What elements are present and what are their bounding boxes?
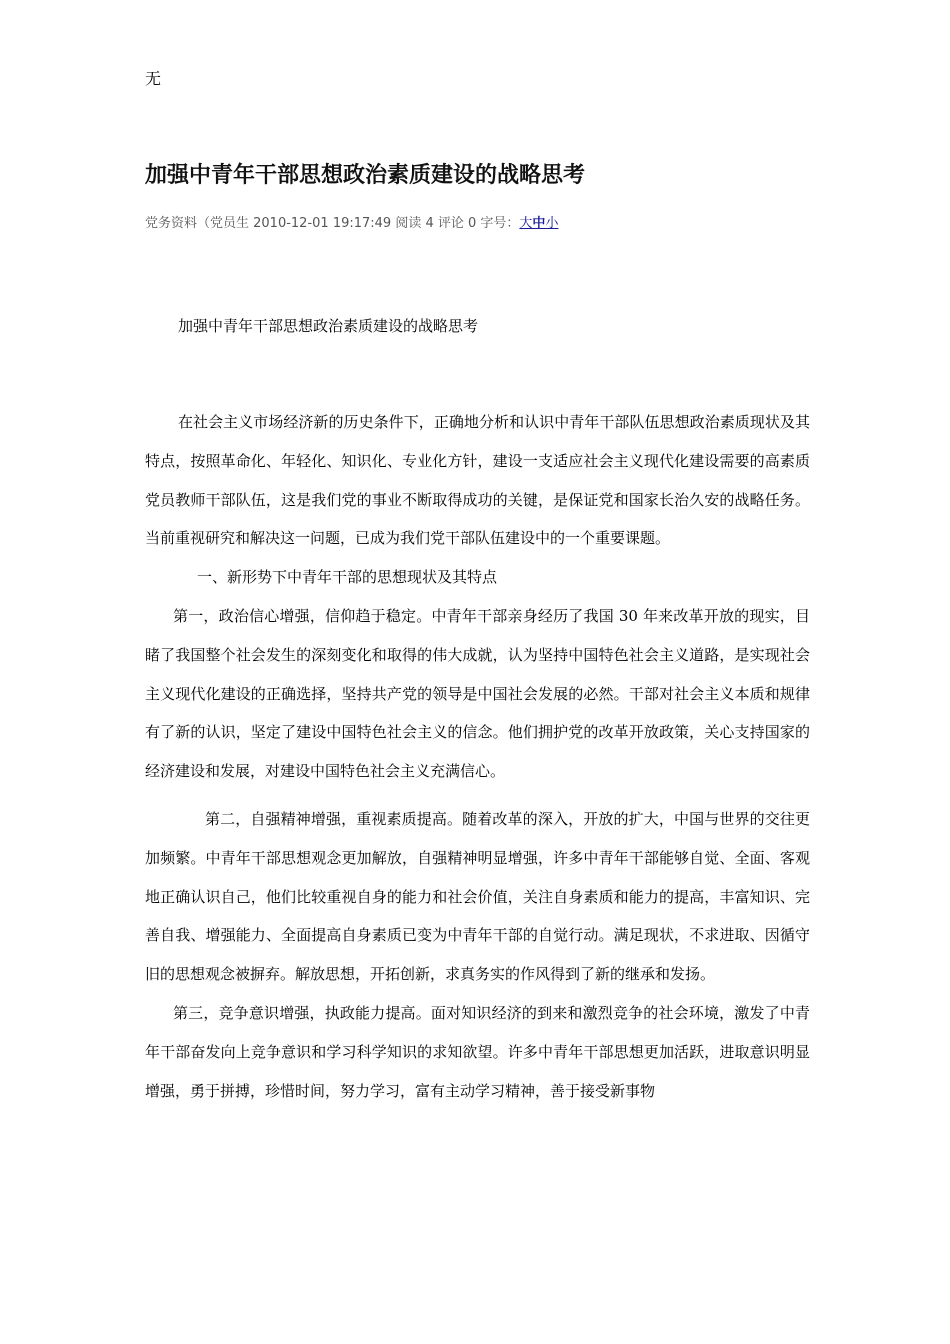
paragraph-third: 第三，竞争意识增强，执政能力提高。面对知识经济的到来和激烈竞争的社会环境，激发了中青年干部奋发向上竞争意识和学习科学知识的求知欲望。许多中青年干部思想更加活跃，进取意识明显增强，勇于拼搏，珍惜时间，努力学习，富有主动学习精神，善于接受新事物: [145, 1003, 810, 1100]
article-title: 加强中青年干部思想政治素质建设的战略思考: [145, 163, 586, 188]
header-mark: 无: [145, 69, 162, 88]
paragraph-first: 第一，政治信心增强，信仰趋于稳定。中青年干部亲身经历了我国 30 年来改革开放的现实，目睹了我国整个社会发生的深刻变化和取得的伟大成就，认为坚持中国特色社会主义道路，是实现社会主义现代化建设的正确选择，坚持共产党的领导是中国社会发展的必然。干部对社会主义本质和规律有了新的认识，坚定了建设中国特色社会主义的信念。他们拥护党的改革开放政策，关心支持国家的经济建设和发展，对建设中国特色社会主义充满信心。: [145, 606, 810, 781]
paragraph-second: 第二，自强精神增强，重视素质提高。随着改革的深入，开放的扩大，中国与世界的交往更加频繁。中青年干部思想观念更加解放，自强精神明显增强，许多中青年干部能够自觉、全面、客观地正确认识自己，他们比较重视自身的能力和社会价值，关注自身素质和能力的提高，丰富知识、完善自我、增强能力、全面提高自身素质已变为中青年干部的自觉行动。满足现状，不求进取、因循守旧的思想观念被摒弃。解放思想，开拓创新，求真务实的作风得到了新的继承和发扬。: [145, 809, 810, 984]
article-body: [145, 403, 810, 1110]
font-size-large-link[interactable]: 大: [519, 216, 533, 231]
paragraph-intro: 在社会主义市场经济新的历史条件下，正确地分析和认识中青年干部队伍思想政治素质现状及其特点，按照革命化、年轻化、知识化、专业化方针，建设一支适应社会主义现代化建设需要的高素质党员教师干部队伍，这是我们党的事业不断取得成功的关键，是保证党和国家长治久安的战略任务。当前重视研究和解决这一问题，已成为我们党干部队伍建设中的一个重要课题。: [145, 413, 810, 548]
section-heading-1: 一、新形势下中青年干部的思想现状及其特点: [197, 568, 498, 587]
font-size-small-link[interactable]: 小: [545, 216, 559, 231]
article-subtitle: 加强中青年干部思想政治素质建设的战略思考: [178, 317, 479, 335]
meta-info: 党务资料（党员生 2010-12-01 19:17:49 阅读 4 评论 0 字号：: [145, 216, 520, 231]
font-size-medium-link[interactable]: 中: [532, 216, 546, 231]
article-meta: [145, 212, 558, 231]
